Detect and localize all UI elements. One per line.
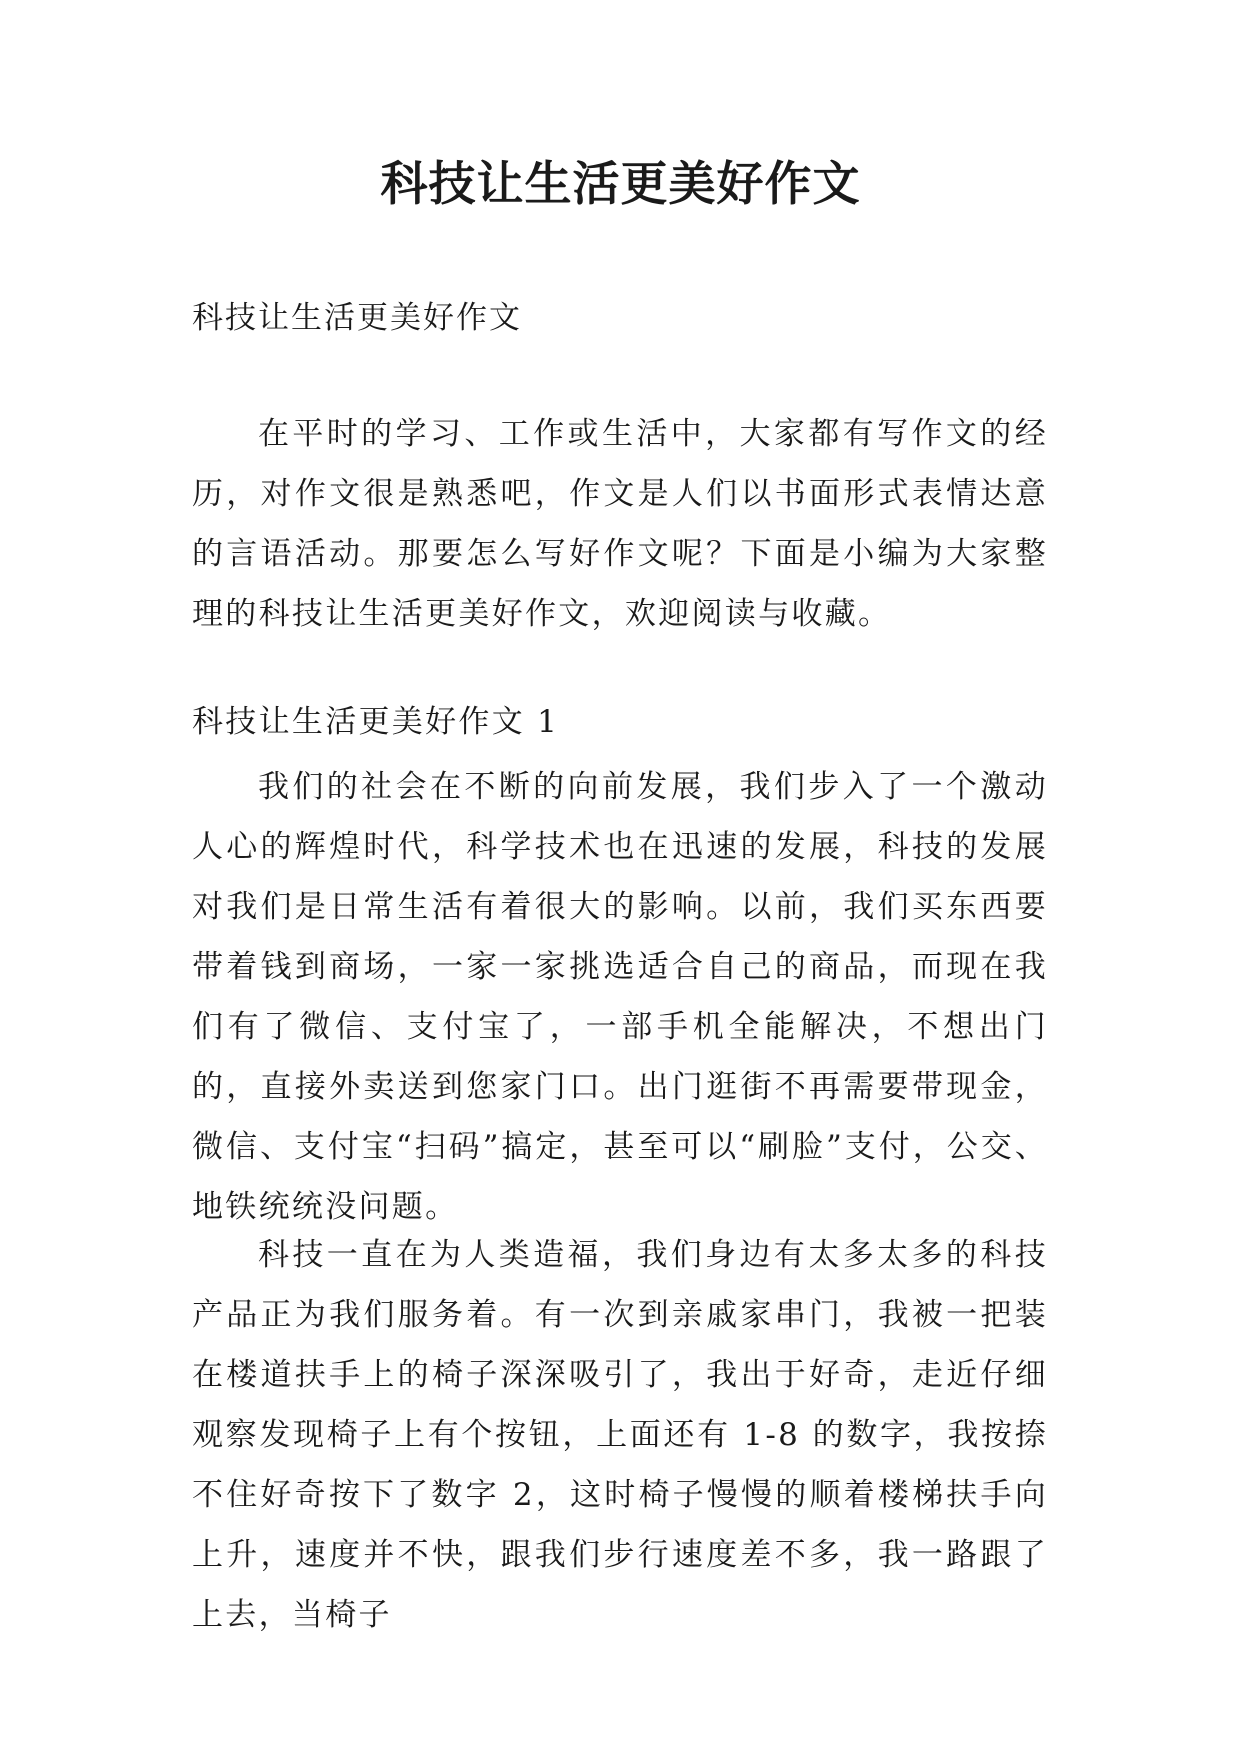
body-paragraph: 科技一直在为人类造福，我们身边有太多太多的科技产品正为我们服务着。有一次到亲戚家串门，我被一把装在楼道扶手上的椅子深深吸引了，我出于好奇，走近仔细观察发现椅子上有个按钮，上面还有 1-8 的数字，我按捺不住好奇按下了数字 2，这时椅子慢慢的顺着楼梯扶手向上升，速度并不快，跟我们步行速度差不多，我一路跟了上去，当椅子 (192, 1237, 1048, 1633)
document-subtitle: 科技让生活更美好作文 (192, 300, 522, 336)
document-title: 科技让生活更美好作文 (380, 157, 861, 212)
intro-paragraph: 在平时的学习、工作或生活中，大家都有写作文的经历，对作文很是熟悉吧，作文是人们以书面形式表情达意的言语活动。那要怎么写好作文呢？下面是小编为大家整理的科技让生活更美好作文，欢迎阅读与收藏。 (192, 416, 1048, 632)
body-paragraph: 我们的社会在不断的向前发展，我们步入了一个激动人心的辉煌时代，科学技术也在迅速的发展，科技的发展对我们是日常生活有着很大的影响。以前，我们买东西要带着钱到商场，一家一家挑选适合自己的商品，而现在我们有了微信、支付宝了，一部手机全能解决，不想出门的，直接外卖送到您家门口。出门逛街不再需要带现金，微信、支付宝“扫码”搞定，甚至可以“刷脸”支付，公交、地铁统统没问题。 (192, 769, 1048, 1225)
section-heading: 科技让生活更美好作文 1 (192, 704, 560, 740)
